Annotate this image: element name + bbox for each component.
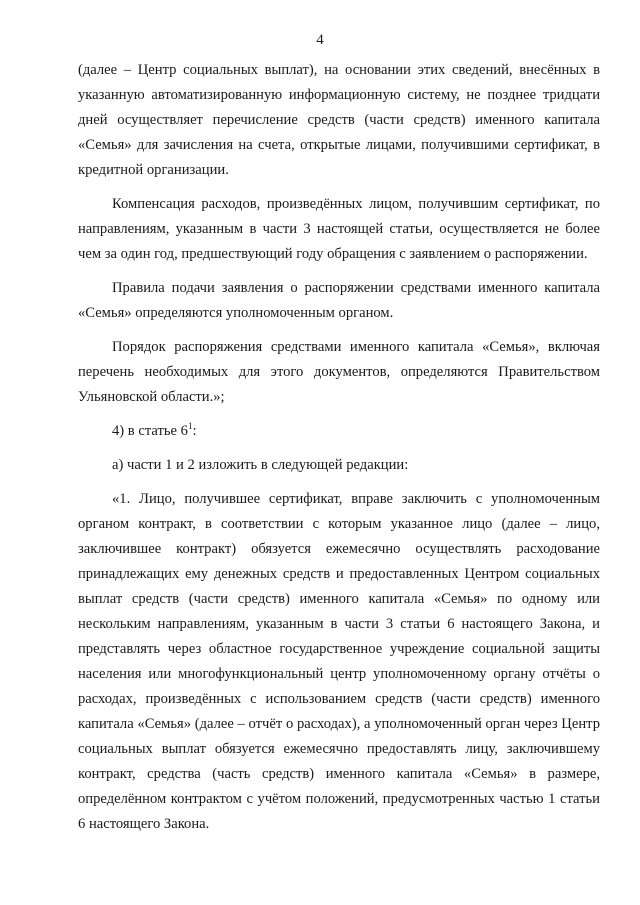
paragraph-contract-part-1: «1. Лицо, получившее сертификат, вправе заключить с уполномоченным органом контракт, в соответствии с которым указанное лицо (далее – лицо, заключившее контракт) обязуется ежемесячно осуществлять расходование принадлежащих ему денежных средств и предоставленных Центром социальных выплат средств (части средств) именного капитала «Семья» по одному или нескольким направлениям, указанным в части 3 статьи 6 настоящего Закона, и представлять через областное государственное учреждение социальной защиты населения или многофункциональный центр уполномоченному органу отчёты о расходах, произведённых с использованием средств (части средств) именного капитала «Семья» (далее – отчёт о расходах), а уполномоченный орган через Центр социальных выплат обязуется ежемесячно предоставлять лицу, заключившему контракт, средства (часть средств) именного капитала «Семья» в размере, определённом контрактом с учётом положений, предусмотренных частью 1 статьи 6 настоящего Закона. <box>78 491 600 832</box>
paragraph-item-4 <box>78 419 600 444</box>
item-4-suffix: : <box>192 423 197 439</box>
paragraph-item-a: а) части 1 и 2 изложить в следующей редакции: <box>112 457 409 473</box>
paragraph-expense-compensation: Компенсация расходов, произведённых лицом, получившим сертификат, по направлениям, указанным в части 3 настоящей статьи, осуществляется не более чем за один год, предшествующий году обращения с заявлением о распоряжении. <box>78 196 600 262</box>
page-number: 4 <box>316 32 324 48</box>
paragraph-continuation: (далее – Центр социальных выплат), на основании этих сведений, внесённых в указанную автоматизированную информационную систему, не позднее тридцати дней осуществляет перечисление средств (части средств) именного капитала «Семья» для зачисления на счета, открытые лицами, получившими сертификат, в кредитной организации. <box>78 62 600 178</box>
paragraph-disposal-procedure: Порядок распоряжения средствами именного капитала «Семья», включая перечень необходимых для этого документов, определяются Правительством Ульяновской области.»; <box>78 339 600 405</box>
document-body <box>78 58 600 837</box>
item-4-superscript: 1 <box>187 421 193 432</box>
item-4-text: 4) в статье 6 <box>112 423 188 439</box>
paragraph-application-rules: Правила подачи заявления о распоряжении средствами именного капитала «Семья» определяются уполномоченным органом. <box>78 280 600 321</box>
